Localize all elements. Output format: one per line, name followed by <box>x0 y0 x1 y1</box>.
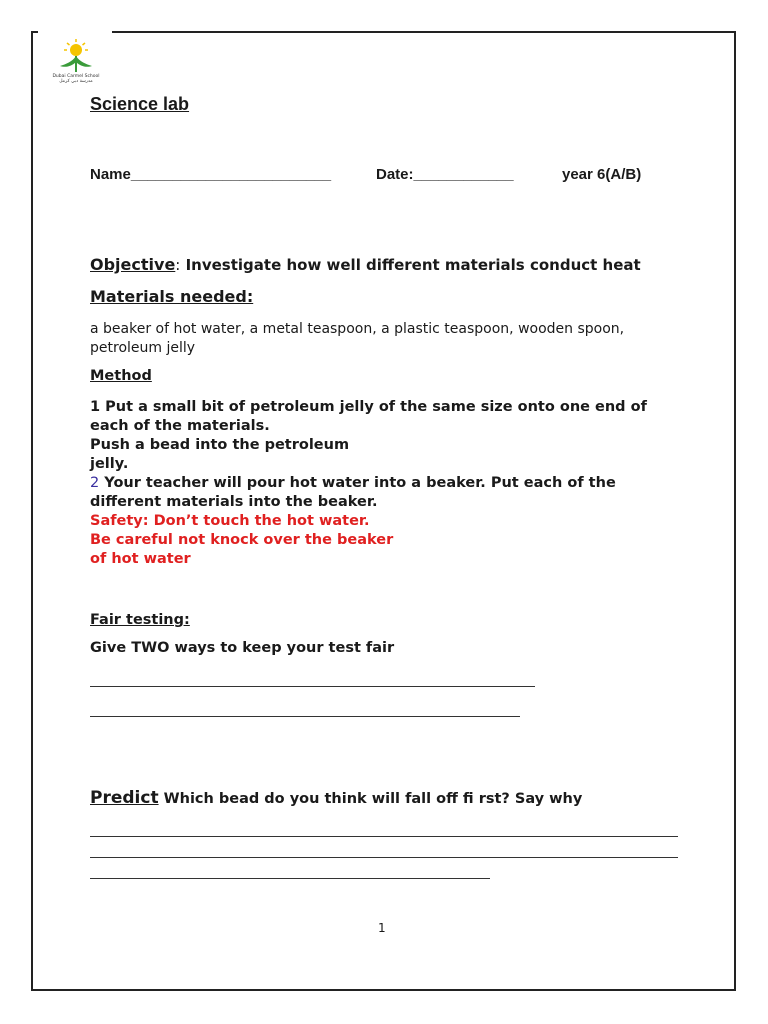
border-gap <box>38 28 112 36</box>
predict-line-2[interactable] <box>90 857 678 858</box>
objective-separator: : <box>175 256 181 274</box>
safety-line-3: of hot water <box>90 551 191 567</box>
fair-testing-question: Give TWO ways to keep your test fair <box>90 640 395 656</box>
method-step-2 <box>90 474 690 512</box>
date-field: Date:____________ <box>376 166 514 183</box>
method-step-1b: Push a bead into the petroleum <box>90 437 350 453</box>
predict-section <box>90 788 582 808</box>
school-name: Dubai Carmel School مدرسة دبي كرمل <box>52 74 100 84</box>
predict-line-1[interactable] <box>90 836 678 837</box>
page-title: Science lab <box>90 94 190 114</box>
method-steps <box>90 398 690 569</box>
method-step-1c: jelly. <box>90 456 129 472</box>
safety-line-2: Be careful not knock over the beaker <box>90 532 394 548</box>
safety-line-1: Safety: Don’t touch the hot water. <box>90 513 370 529</box>
step-2-text: Your teacher will pour hot water into a beaker. Put each of the different materials into the beaker. <box>90 475 616 510</box>
predict-label: Predict <box>90 788 159 808</box>
objective-label: Objective <box>90 255 176 274</box>
method-heading: Method <box>90 368 152 384</box>
predict-line-3[interactable] <box>90 878 490 879</box>
answer-line-2[interactable] <box>90 716 520 717</box>
step-2-number: 2 <box>90 475 100 491</box>
method-step-1: 1 Put a small bit of petroleum jelly of the same size onto one end of each of the materials. <box>90 399 647 434</box>
objective-section <box>90 255 641 274</box>
objective-text: Investigate how well different materials conduct heat <box>180 256 641 274</box>
materials-heading: Materials needed: <box>90 287 254 306</box>
materials-text: a beaker of hot water, a metal teaspoon, a plastic teaspoon, wooden spoon, petroleum jelly <box>90 321 625 356</box>
name-field: Name________________________ <box>90 166 332 183</box>
page-number: 1 <box>378 921 386 935</box>
answer-line-1[interactable] <box>90 686 535 687</box>
fair-testing-heading: Fair testing: <box>90 612 190 628</box>
year-label: year 6(A/B) <box>562 166 642 183</box>
predict-question: Which bead do you think will fall off fi rst? Say why <box>158 791 583 807</box>
